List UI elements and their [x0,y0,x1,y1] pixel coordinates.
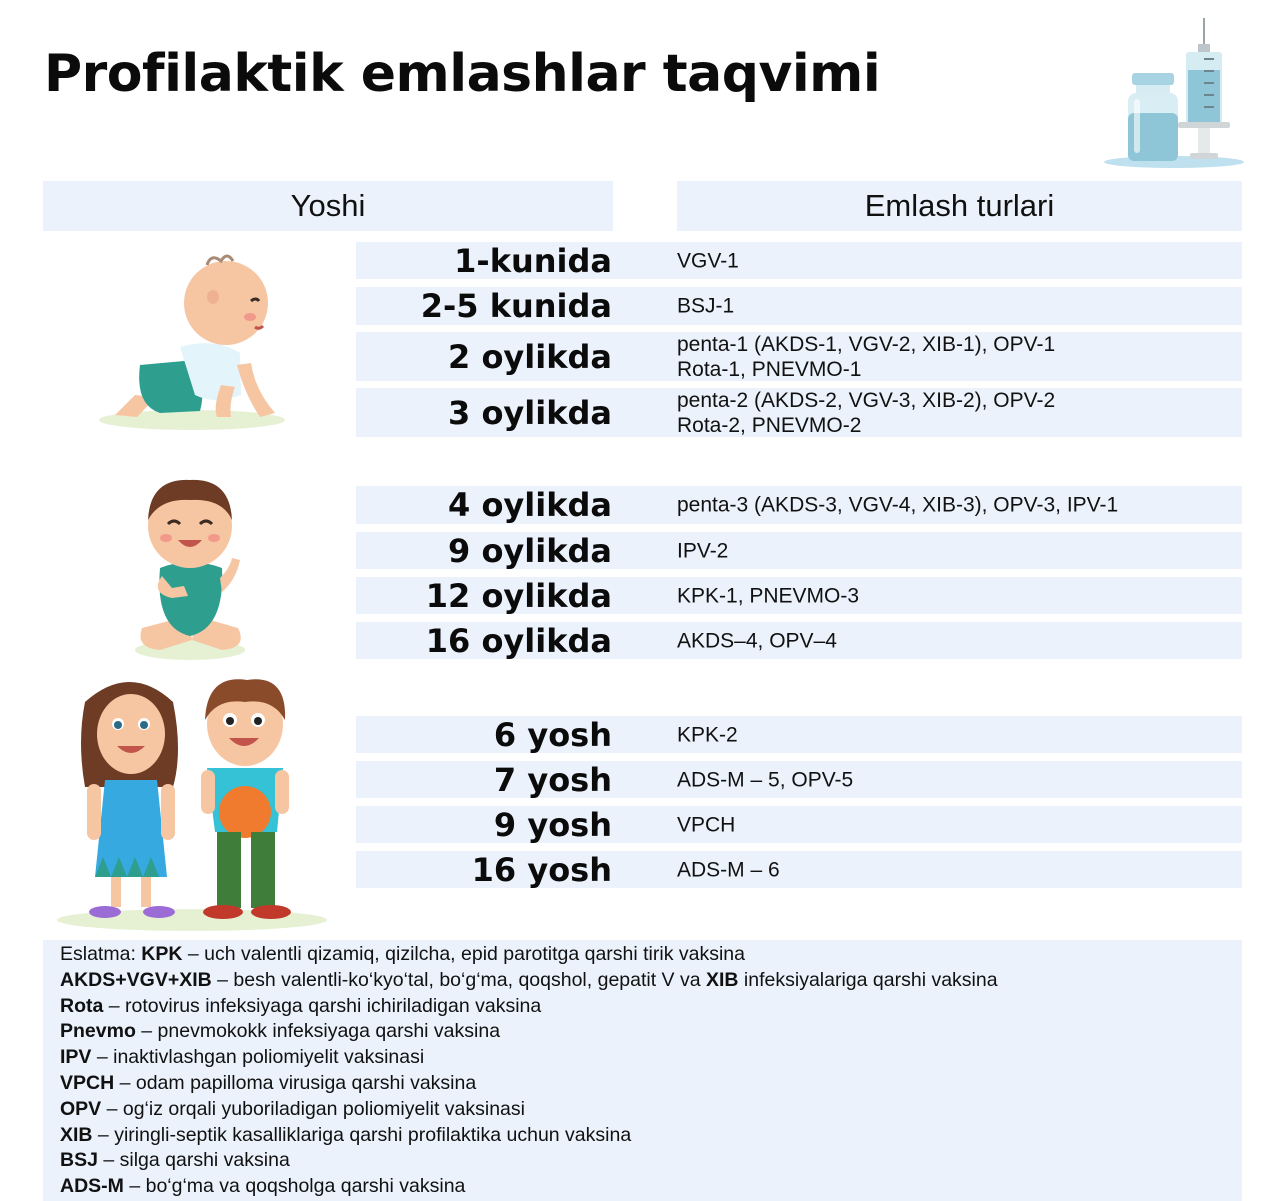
note-line: Pnevmo – pnevmokokk infeksiyaga qarshi vaksina [60,1020,501,1043]
table-row [356,532,1242,569]
vaccine-cell: ADS-M – 5, OPV-5 [677,768,854,791]
table-row [356,806,1242,843]
vaccine-cell: VGV-1 [677,249,739,272]
table-row [356,242,1242,279]
age-cell: 12 oylikda [425,576,612,615]
vaccine-cell: VPCH [677,813,736,836]
note-line: XIB – yiringli-septik kasalliklariga qarshi profilaktika uchun vaksina [60,1123,632,1146]
note-line: ADS-M – bo‘g‘ma va qoqsholga qarshi vaksina [60,1175,466,1198]
girl-and-boy-illustration [55,672,330,932]
vaccine-cell: penta-3 (AKDS-3, VGV-4, XIB-3), OPV-3, IPV-1 [677,493,1119,517]
note-line: BSJ – silga qarshi vaksina [60,1149,290,1172]
age-cell: 2-5 kunida [420,287,612,325]
note-line: OPV – og‘iz orqali yuboriladigan poliomiyelit vaksinasi [60,1097,525,1120]
age-cell: 7 yosh [493,760,612,799]
table-row [356,761,1242,798]
age-cell: 9 oylikda [448,531,612,570]
vaccine-cell: ADS-M – 6 [677,858,780,881]
table-row [356,287,1242,325]
age-cell: 16 yosh [471,850,612,889]
vaccine-cell: BSJ-1 [677,294,735,318]
note-line: Rota – rotovirus infeksiyaga qarshi ichiriladigan vaksina [60,994,542,1017]
note-line: VPCH – odam papilloma virusiga qarshi vaksina [60,1071,477,1094]
vaccine-cell: IPV-2 [677,539,729,562]
age-cell: 4 oylikda [448,486,612,524]
column-header-vaccines: Emlash turlari [677,181,1242,231]
vaccine-cell: KPK-2 [677,723,738,746]
vaccine-cell: KPK-1, PNEVMO-3 [677,584,860,607]
column-header-age: Yoshi [43,181,613,231]
crawling-baby-illustration [95,245,295,435]
table-row [356,622,1242,659]
notes-panel [43,940,1242,1201]
table-row [356,388,1242,437]
vaccine-cell: penta-2 (AKDS-2, VGV-3, XIB-2), OPV-2 Rota-2, PNEVMO-2 [677,388,1056,437]
vaccine-vial-syringe-icon [1100,15,1250,175]
age-cell: 9 yosh [493,805,612,844]
note-line: IPV – inaktivlashgan poliomiyelit vaksinasi [60,1046,425,1069]
table-row [356,486,1242,524]
table-row [356,716,1242,753]
age-cell: 16 oylikda [425,621,612,660]
note-line: Eslatma: KPK – uch valentli qizamiq, qizilcha, epid parotitga qarshi tirik vaksina [60,943,745,965]
sitting-infant-illustration [130,468,260,663]
age-cell: 6 yosh [493,715,612,754]
vaccine-cell: AKDS–4, OPV–4 [677,629,837,652]
age-cell: 2 oylikda [448,337,612,376]
page-title: Profilaktik emlashlar taqvimi [44,44,881,104]
table-row [356,851,1242,888]
table-row [356,577,1242,614]
note-line: AKDS+VGV+XIB – besh valentli-ko‘kyo‘tal, bo‘g‘ma, qoqshol, gepatit V va XIB infeksiyalariga qarshi vaksina [60,968,998,991]
age-cell: 3 oylikda [448,393,612,432]
vaccine-cell: penta-1 (AKDS-1, VGV-2, XIB-1), OPV-1 Rota-1, PNEVMO-1 [677,332,1056,381]
age-cell: 1-kunida [454,241,612,280]
table-row [356,332,1242,381]
